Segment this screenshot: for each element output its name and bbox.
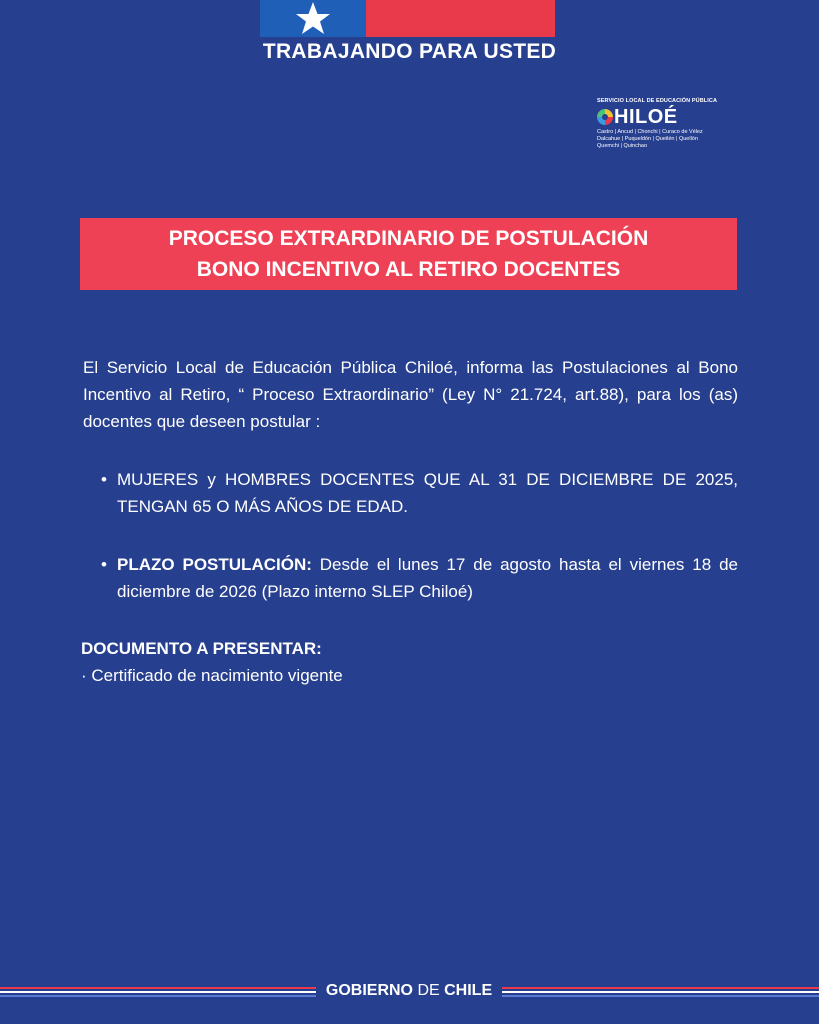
logo-name: HILOÉ [614, 105, 678, 128]
bullet-icon: • [101, 555, 107, 574]
logo-subtitle: SERVICIO LOCAL DE EDUCACIÓN PÚBLICA [597, 98, 718, 104]
bullet-2-label: PLAZO POSTULACIÓN: [117, 555, 312, 574]
document-item: · Certificado de nacimiento vigente [81, 666, 343, 685]
logo-communes-1: Castro | Ancud | Chonchi | Curaco de Vélez [597, 129, 703, 135]
bullet-icon: • [101, 470, 107, 489]
bullet-2-text: Desde el lunes 17 de agosto hasta el viernes 18 de diciembre de 2026 (Plazo interno SLEP Chiloé) [117, 555, 739, 601]
announcement-body [83, 354, 738, 689]
logo-communes-3: Quemchi | Quinchao [597, 143, 648, 149]
list-item [83, 466, 738, 520]
tagline: TRABAJANDO PARA USTED [262, 40, 557, 63]
footer [0, 980, 819, 1004]
bullet-1-text: MUJERES y HOMBRES DOCENTES QUE AL 31 DE DICIEMBRE DE 2025, TENGAN 65 O MÁS AÑOS DE EDAD. [117, 470, 738, 516]
banner-line-1: PROCESO EXTRARDINARIO DE POSTULACIÓN [168, 227, 649, 250]
gobierno-de-chile-logo [316, 982, 502, 1000]
footer-stripes-right [502, 987, 819, 997]
star-icon [260, 0, 366, 37]
logo-ring-icon [597, 109, 613, 125]
documents-heading: DOCUMENTO A PRESENTAR: [81, 639, 322, 658]
logo-communes-2: Dalcahue | Puqueldón | Queilén | Quellón [597, 136, 698, 142]
footer-brand-mid: DE [413, 982, 445, 999]
intro-paragraph: El Servicio Local de Educación Pública Chiloé, informa las Postulaciones al Bono Incentivo al Retiro, “ Proceso Extraordinario” (Ley N° 21.724, art.88), para los (as) docentes que deseen postular : [83, 358, 738, 431]
footer-brand-bold-2: CHILE [444, 982, 493, 999]
requirements-list [83, 466, 738, 605]
banner-line-2: BONO INCENTIVO AL RETIRO DOCENTES [196, 258, 621, 281]
flag-red-section [366, 0, 555, 37]
slep-chiloe-logo [597, 98, 737, 150]
footer-stripes-left [0, 987, 316, 997]
footer-brand-bold-1: GOBIERNO [325, 982, 413, 999]
list-item [83, 551, 738, 605]
chile-flag [260, 0, 555, 37]
title-banner [80, 218, 737, 290]
logo-brand [597, 105, 737, 129]
